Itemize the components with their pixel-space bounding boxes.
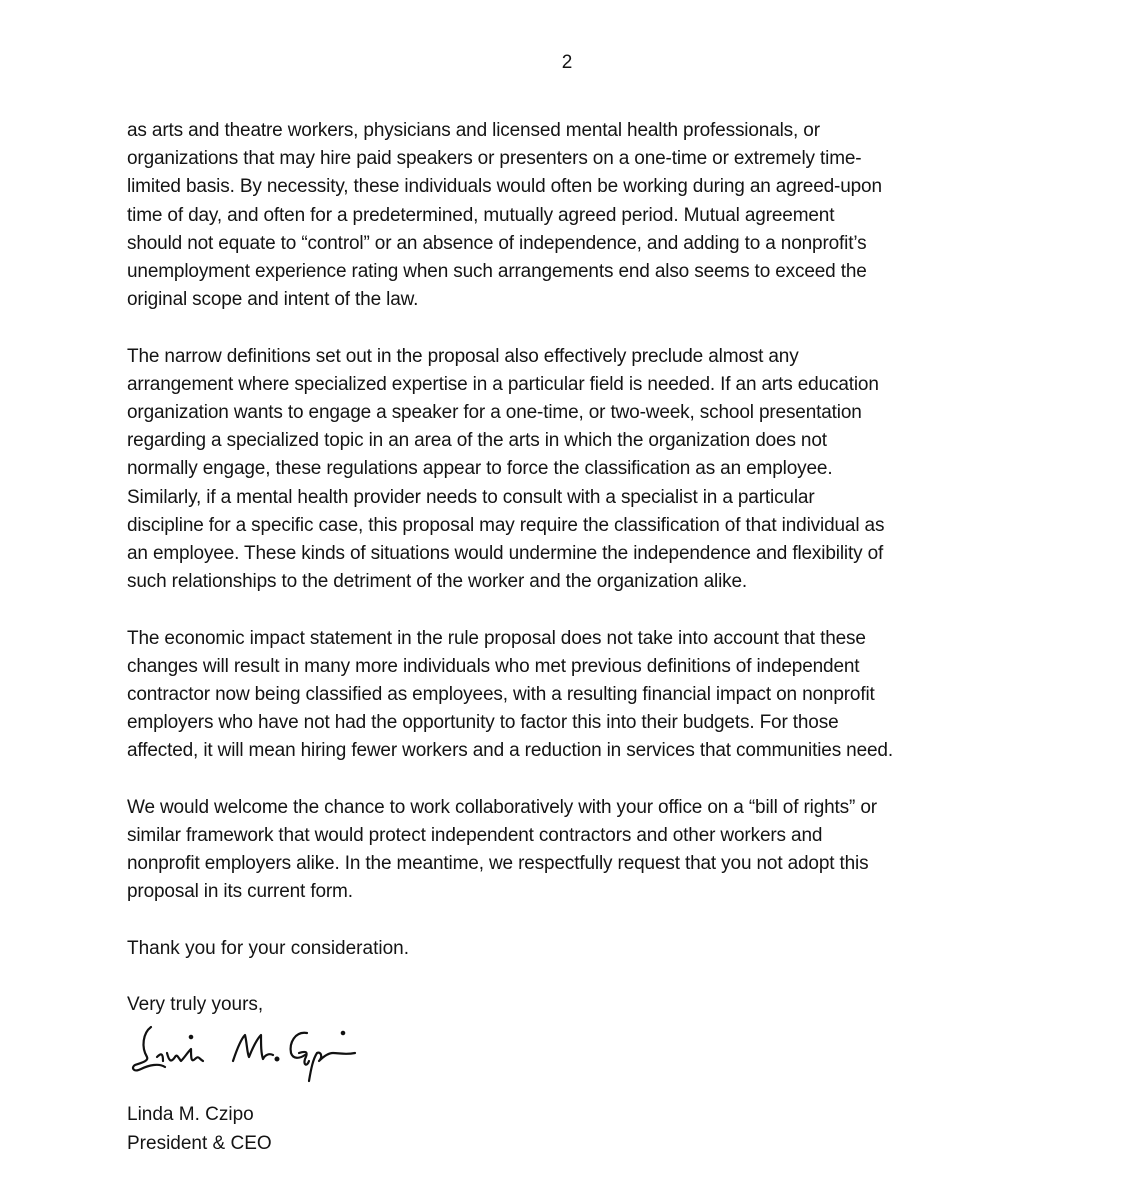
closing-block (127, 991, 1027, 1158)
text-line: time of day, and often for a predetermined, mutually agreed period. Mutual agreement (127, 204, 835, 226)
paragraph-request (127, 794, 1027, 907)
text-line: limited basis. By necessity, these individuals would often be working during an agreed-upon (127, 176, 882, 198)
text-line: organizations that may hire paid speakers or presenters on a one-time or extremely time- (127, 148, 862, 170)
text-line: original scope and intent of the law. (127, 289, 419, 311)
text-line: affected, it will mean hiring fewer workers and a reduction in services that communities need. (127, 740, 893, 762)
text-line: contractor now being classified as employees, with a resulting financial impact on nonprofit (127, 684, 875, 706)
page-number: 2 (561, 52, 573, 73)
text-line: normally engage, these regulations appear to force the classification as an employee. (127, 458, 833, 480)
signer-name: Linda M. Czipo (127, 1104, 254, 1126)
text-line: such relationships to the detriment of the worker and the organization alike. (127, 571, 748, 593)
paragraph-narrow-definitions (127, 343, 1027, 597)
text-line: similar framework that would protect independent contractors and other workers and (127, 825, 823, 847)
closing-thanks: Thank you for your consideration. (127, 937, 409, 959)
text-line: regarding a specialized topic in an area of the arts in which the organization does not (127, 430, 827, 452)
paragraph-independent-contractors (127, 117, 1027, 314)
text-line: Similarly, if a mental health provider needs to consult with a specialist in a particular (127, 486, 815, 508)
closing-salutation: Very truly yours, (127, 994, 264, 1016)
text-line: as arts and theatre workers, physicians and licensed mental health professionals, or (127, 120, 820, 141)
text-line: The economic impact statement in the rule proposal does not take into account that these (127, 627, 866, 649)
letter-body (127, 117, 1027, 1158)
text-line: organization wants to engage a speaker for a one-time, or two-week, school presentation (127, 402, 862, 424)
text-line: changes will result in many more individuals who met previous definitions of independent (127, 655, 860, 677)
signature-image (127, 1019, 1027, 1101)
text-line: proposal in its current form. (127, 881, 353, 903)
text-line: employers who have not had the opportunity to factor this into their budgets. For those (127, 712, 839, 734)
signer-title: President & CEO (127, 1132, 272, 1154)
text-line: We would welcome the chance to work collaboratively with your office on a “bill of rights” or (127, 796, 877, 818)
paragraph-economic-impact (127, 625, 1027, 766)
text-line: should not equate to “control” or an absence of independence, and adding to a nonprofit’s (127, 232, 867, 254)
text-line: The narrow definitions set out in the proposal also effectively preclude almost any (127, 345, 799, 367)
text-line: an employee. These kinds of situations would undermine the independence and flexibility of (127, 543, 884, 565)
text-line: nonprofit employers alike. In the meantime, we respectfully request that you not adopt this (127, 853, 869, 875)
text-line: discipline for a specific case, this proposal may require the classification of that individual as (127, 514, 885, 536)
text-line: arrangement where specialized expertise in a particular field is needed. If an arts education (127, 373, 879, 395)
text-line: unemployment experience rating when such arrangements end also seems to exceed the (127, 261, 867, 283)
closing-thanks-block (127, 935, 1027, 963)
